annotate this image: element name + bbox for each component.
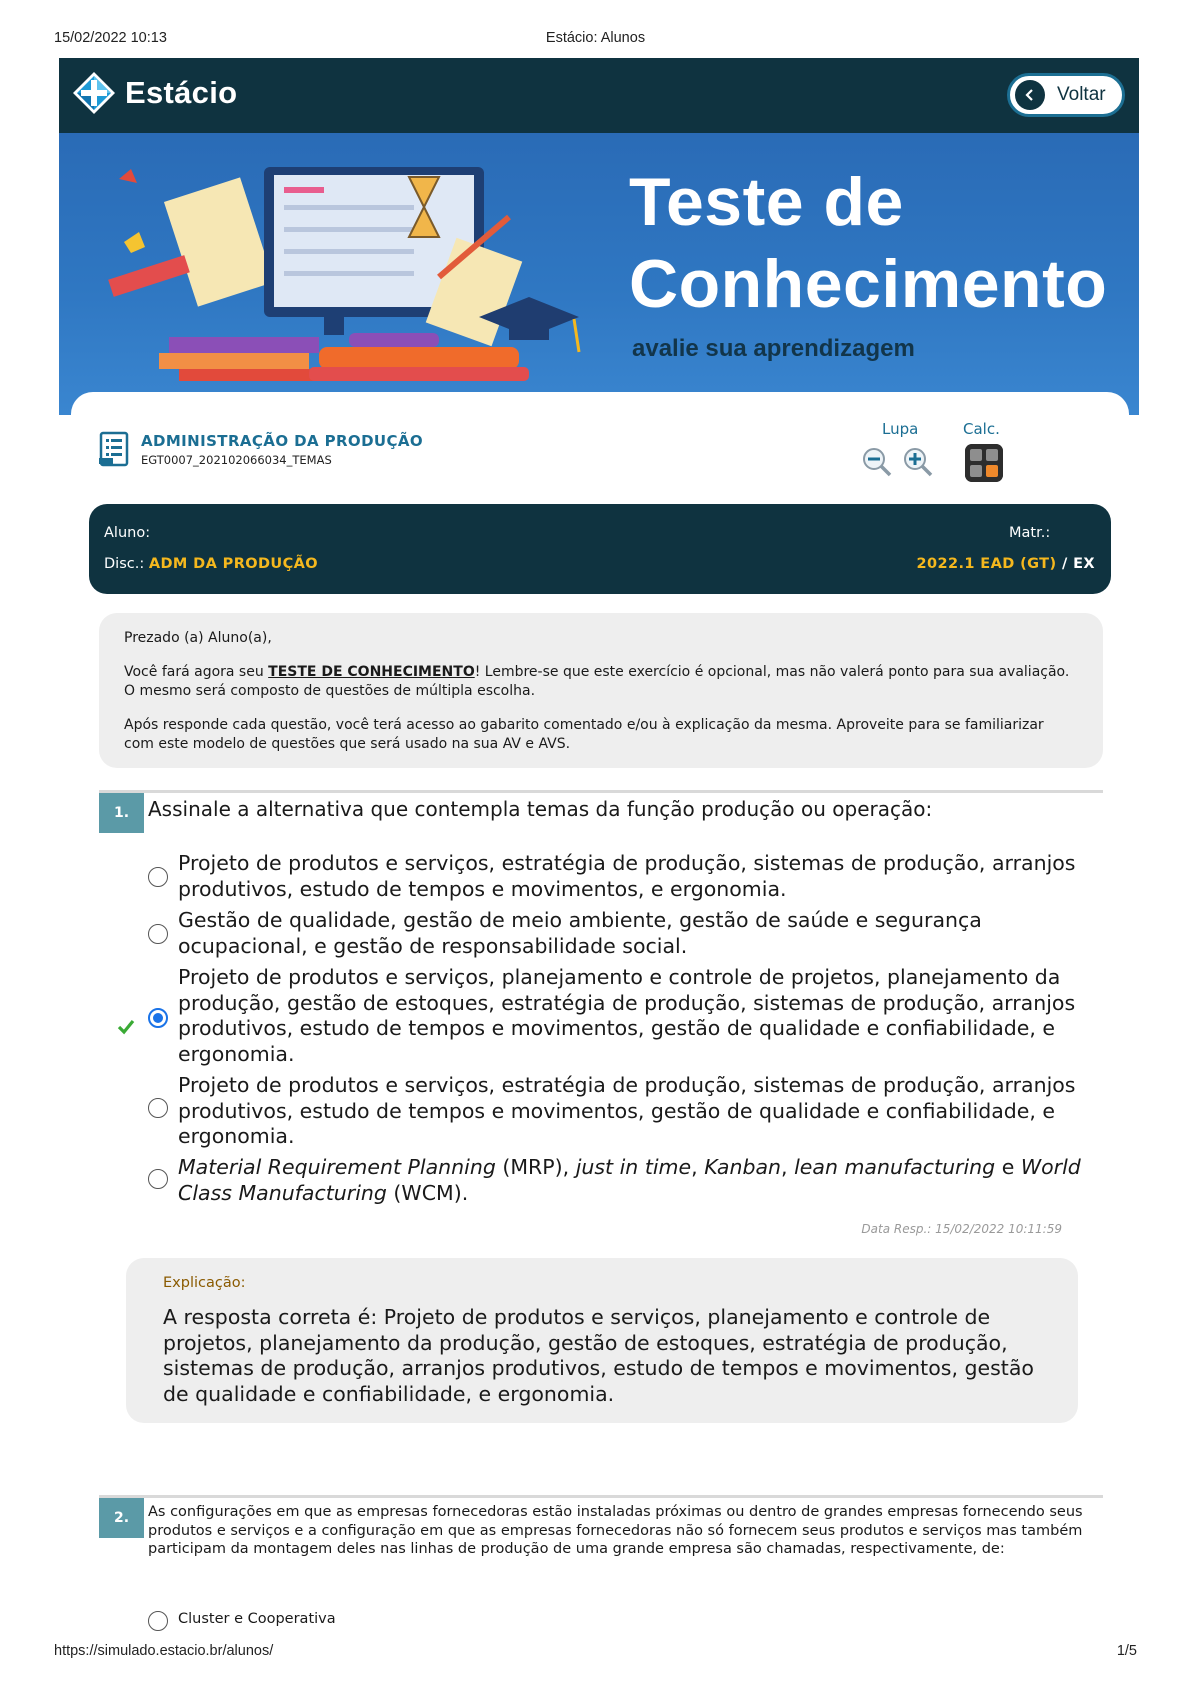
opt5-c: just in time [575,1155,692,1179]
course-title: ADMINISTRAÇÃO DA PRODUÇÃO [141,432,424,450]
zoom-in-icon[interactable] [903,447,933,477]
print-datetime: 15/02/2022 10:13 [54,30,167,46]
print-header [54,30,1137,50]
course-code: EGT0007_202102066034_TEMAS [141,453,332,467]
opt5-h: e [995,1155,1021,1179]
question-text: Assinale a alternativa que contempla temas da função produção ou operação: [148,797,933,821]
opt5-e: Kanban [704,1155,782,1179]
option-text-1[interactable]: Projeto de produtos e serviços, estratégia de produção, sistemas de produção, arranjos produtivos, estudo de tempos e movimentos, e ergonomia. [178,851,1076,901]
option-text-5[interactable] [178,1155,1098,1206]
chevron-left-icon [1015,80,1045,110]
explanation-box [126,1258,1078,1423]
intro-keyword: TESTE DE CONHECIMENTO [268,664,475,680]
option-text-2[interactable]: Gestão de qualidade, gestão de meio ambiente, gestão de saúde e segurança ocupacional, e gestão de responsabilidade social. [178,908,982,958]
intro-p1-after: ! Lembre-se que este exercício é opcional, mas não valerá ponto para sua avaliação. O mesmo será composto de questões de múltipla escolha. [124,664,1070,699]
brand-logo[interactable] [71,70,237,116]
opt5-b: (MRP), [495,1155,576,1179]
option-text-4[interactable]: Projeto de produtos e serviços, estratégia de produção, sistemas de produção, arranjos produtivos, estudo de tempos e movimentos, gestão de qualidade e confiabilidade, e ergonomia. [178,1073,1076,1148]
intro-paragraph-2: Após responde cada questão, você terá acesso ao gabarito comentado e/ou à explicação da mesma. Aproveite para se familiarizar com este modelo de questões que será usado na sua AV e AVS. [124,717,1044,752]
estacio-logo-icon [71,70,117,116]
brand-name: Estácio [125,75,238,110]
calculator-icon[interactable] [965,444,1003,482]
student-name-label: Aluno: [104,525,151,541]
zoom-out-icon[interactable] [862,447,892,477]
option-text-3[interactable]: Projeto de produtos e serviços, planejamento e controle de projetos, planejamento da produção, gestão de estoques, estratégia de produção, sistemas de produção, arranjos produtivos, estudo de tempos e movimentos, gestão de qualidade e confiabilidade, e ergonomia. [178,965,1076,1066]
hero-banner [59,133,1139,415]
correct-check-icon [117,1019,135,1035]
question-text: As configurações em que as empresas fornecedoras estão instaladas próximas ou dentro de grandes empresas fornecendo seus produtos e serviços e a configuração em que as empresas fornecedoras não só fornecem seus produtos e serviços mas também participam da montagem deles nas linhas de produção de uma grande empresa são chamadas, respectivamente, de: [148,1504,1083,1557]
class-info [917,556,1096,572]
back-button[interactable] [1007,73,1125,117]
course-list-icon [99,431,129,467]
print-url: https://simulado.estacio.br/alunos/ [54,1643,274,1659]
print-page-number: 1/5 [1116,1643,1137,1659]
magnifier-label: Lupa [882,420,919,438]
response-date: Data Resp.: 15/02/2022 10:11:59 [861,1222,1062,1236]
question-number: 1. [99,793,144,833]
discipline [104,556,318,572]
explanation-label: Explicação: [163,1275,246,1291]
option-radio-4[interactable] [148,1098,168,1118]
class-type: EX [1073,556,1095,572]
intro-greeting: Prezado (a) Aluno(a), [124,630,272,646]
class-term: 2022.1 EAD (GT) [916,556,1057,572]
option-radio-3-selected[interactable] [148,1008,168,1028]
registration-label: Matr.: [1009,525,1051,541]
print-footer [54,1643,1137,1663]
opt5-i: World Class Manufacturing [178,1155,1081,1205]
option-radio-2[interactable] [148,924,168,944]
option-radio-1[interactable] [148,1611,168,1631]
top-bar [59,58,1139,133]
banner-title-line2: Conhecimento [629,246,1108,322]
calculator-label: Calc. [963,420,1000,438]
opt5-a: Material Requirement Planning [178,1155,496,1179]
back-button-label: Voltar [1057,84,1106,105]
opt5-j: (WCM). [386,1180,469,1205]
discipline-value: ADM DA PRODUÇÃO [148,556,318,572]
discipline-label: Disc.: [104,556,145,572]
class-sep: / [1056,556,1074,572]
question-2-header [99,1495,1103,1557]
print-doc-title: Estácio: Alunos [545,30,646,46]
question-1-header [99,790,1103,821]
banner-title-line1: Teste de [629,164,904,240]
opt5-d: , [691,1155,705,1179]
option-radio-1[interactable] [148,867,168,887]
opt5-f: , [781,1155,795,1179]
option-text-1[interactable]: Cluster e Cooperativa [178,1611,336,1627]
exam-illustration-icon [79,147,619,387]
student-info-panel [89,504,1111,594]
intro-paragraph-1 [124,663,1078,701]
banner-subtitle: avalie sua aprendizagem [632,335,915,362]
explanation-text: A resposta correta é: Projeto de produtos e serviços, planejamento e controle de projetos, planejamento da produção, gestão de estoques, estratégia de produção, sistemas de produção, arranjos produtivos, estudo de tempos e movimentos, gestão de qualidade e confiabilidade, e ergonomia. [163,1305,1034,1406]
intro-p1-before: Você fará agora seu [124,664,269,680]
intro-box [99,613,1103,768]
banner-title [629,161,1107,325]
option-radio-5[interactable] [148,1169,168,1189]
question-number: 2. [99,1498,144,1538]
opt5-g: lean manufacturing [794,1155,996,1179]
